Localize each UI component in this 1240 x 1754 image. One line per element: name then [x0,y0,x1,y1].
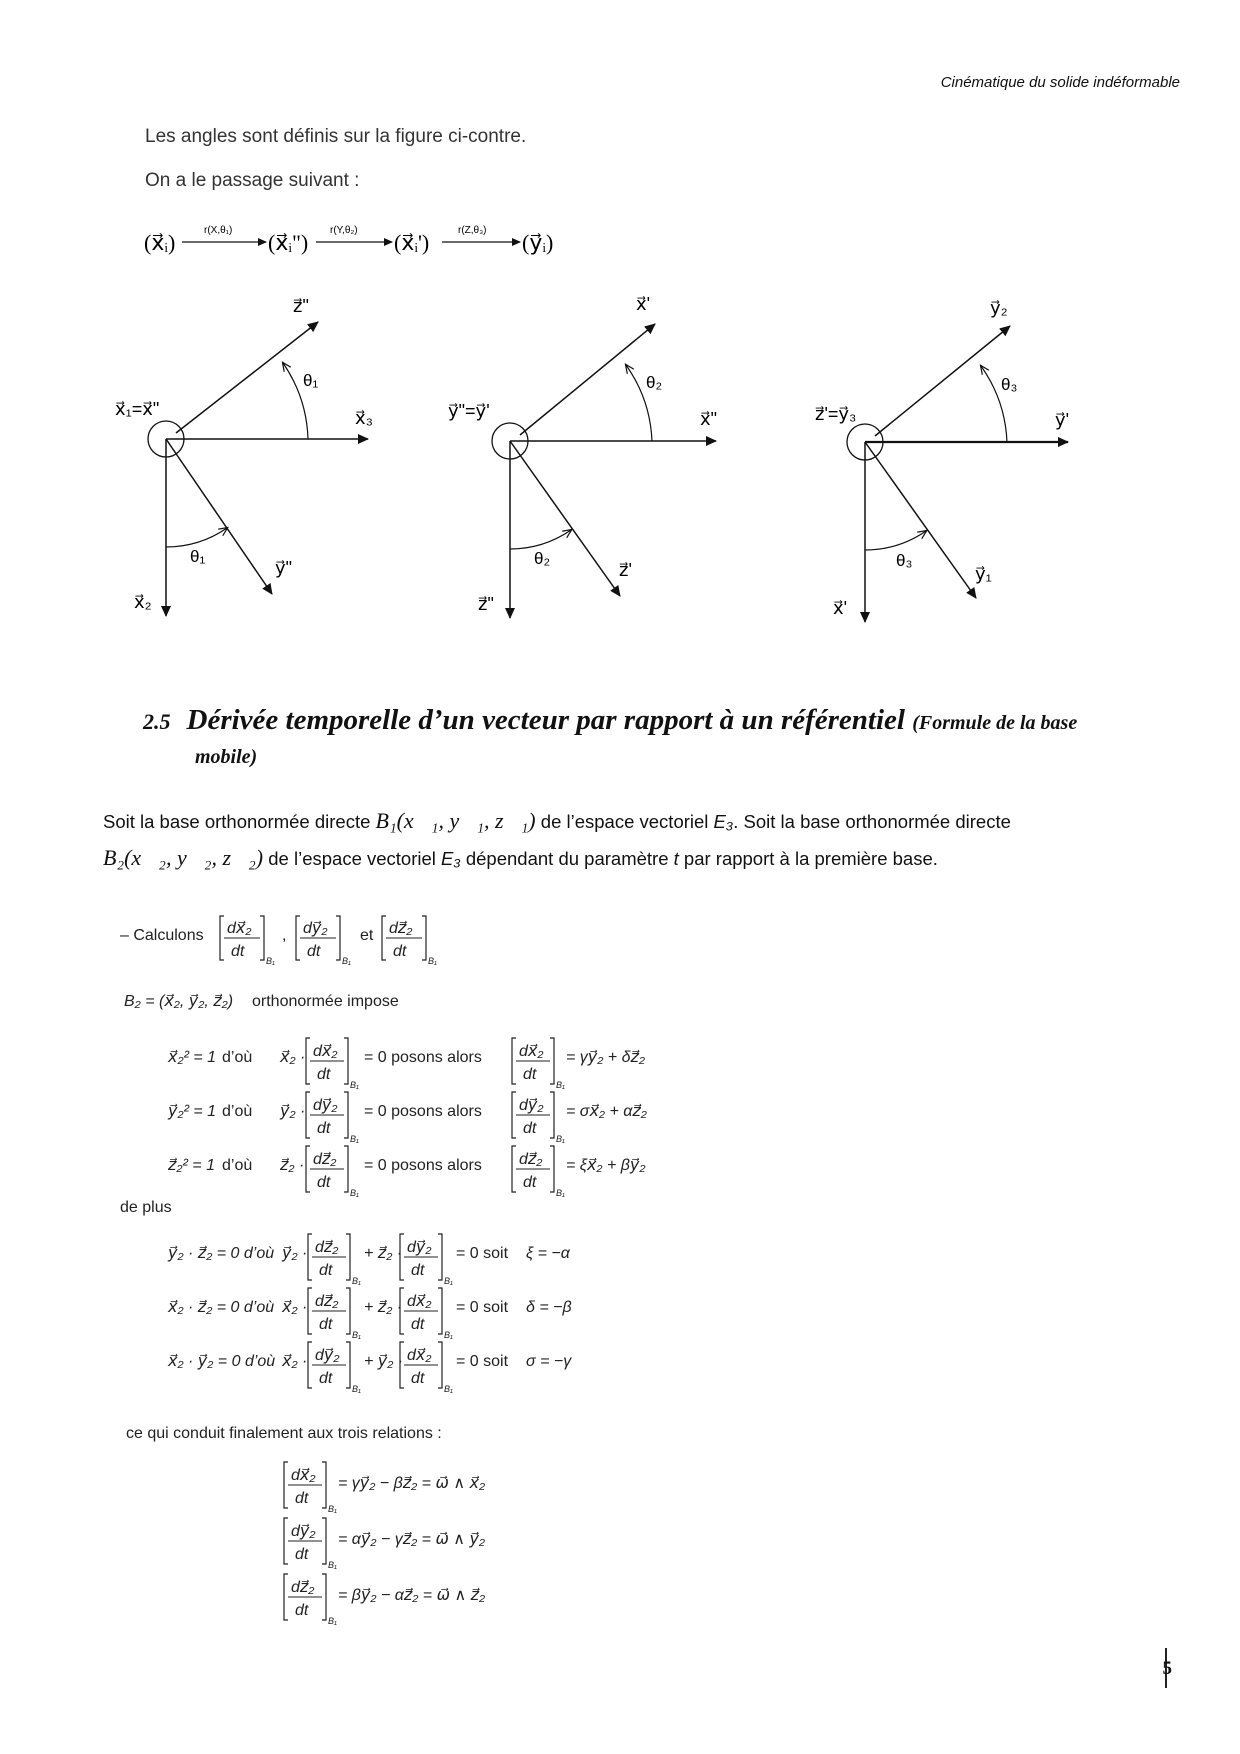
svg-text:x⃗₂² = 1: x⃗₂² = 1 [168,1049,217,1066]
bracket-dy [296,916,351,966]
svg-text:= 0 posons alors: = 0 posons alors [364,1049,482,1066]
svg-text:dt: dt [523,1174,537,1191]
page-number: 5 [1162,1658,1172,1679]
svg-text:dt: dt [411,1262,425,1279]
fig2-right-label: x⃗" [700,409,718,429]
svg-text:dx⃗₂: dx⃗₂ [407,1293,432,1310]
constraint-row [167,1146,645,1198]
svg-text:+ z⃗₂ ·: + z⃗₂ · [364,1299,403,1316]
svg-text:z⃗₂² = 1: z⃗₂² = 1 [168,1157,215,1174]
svg-text:dz⃗₂: dz⃗₂ [313,1151,337,1168]
fig3-theta-down: θ₃ [896,551,913,570]
svg-text:B₁: B₁ [444,1330,453,1340]
svg-text:dz⃗₂: dz⃗₂ [389,920,413,937]
derivative-bracket [512,1038,565,1090]
fig3-down-label: x⃗' [833,598,848,618]
fig3-diag-label: y⃗₁ [975,564,992,584]
fig3-theta-up: θ₃ [1001,375,1018,394]
fig2-theta-down: θ₂ [534,549,551,568]
svg-text:x⃗₂ ·: x⃗₂ · [280,1049,306,1066]
svg-text:dx⃗₂: dx⃗₂ [291,1467,316,1484]
svg-text:ξ = −α: ξ = −α [526,1245,570,1262]
fig3-center-label: z⃗'=y⃗₃ [815,404,857,424]
svg-text:dx⃗₂: dx⃗₂ [519,1043,544,1060]
section-subtitle-a: (Formule de la base [912,712,1078,734]
derivative-bracket [306,1092,359,1144]
svg-text:B₁: B₁ [444,1384,453,1394]
svg-text:dt: dt [393,943,407,960]
svg-text:dt: dt [295,1546,309,1563]
svg-text:B₁: B₁ [328,1504,337,1514]
svg-text:dz⃗₂: dz⃗₂ [519,1151,543,1168]
fig1-theta-up: θ₁ [303,371,319,390]
svg-text:dt: dt [295,1490,309,1507]
section-title: Dérivée temporelle d’un vecteur par rapport à un référentiel [186,704,905,736]
fig2-diag-label: z⃗' [619,560,632,580]
svg-text:x⃗₂ · z⃗₂ = 0 d’où: x⃗₂ · z⃗₂ = 0 d’où [168,1299,275,1316]
derivative-bracket [284,1518,337,1570]
svg-text:dy⃗₂: dy⃗₂ [519,1097,544,1114]
svg-text:,: , [282,927,287,944]
svg-text:dz⃗₂: dz⃗₂ [315,1293,339,1310]
derivative-bracket [308,1234,361,1286]
svg-text:+ z⃗₂ ·: + z⃗₂ · [364,1245,403,1262]
orthogonality-rows [167,1234,572,1394]
relation-row [284,1518,485,1570]
svg-text:B₁: B₁ [352,1384,361,1394]
svg-text:dt: dt [317,1174,331,1191]
derivative-bracket [284,1462,337,1514]
svg-text:et: et [360,927,374,944]
svg-text:+ y⃗₂ ·: + y⃗₂ · [364,1353,404,1370]
running-header: Cinématique du solide indéformable [940,74,1180,91]
figure-1 [115,296,373,616]
svg-text:B₁: B₁ [444,1276,453,1286]
svg-text:dt: dt [317,1120,331,1137]
svg-text:= γy⃗₂ − βz⃗₂ = ω⃗ ∧ x⃗₂: = γy⃗₂ − βz⃗₂ = ω⃗ ∧ x⃗₂ [338,1475,486,1492]
svg-text:dt: dt [317,1066,331,1083]
svg-text:dt: dt [523,1066,537,1083]
derivative-bracket [308,1288,361,1340]
constraint-rows [167,1038,647,1198]
derivative-bracket [306,1038,359,1090]
body-paragraph [103,803,1011,877]
svg-text:B₁: B₁ [350,1080,359,1090]
svg-text:dt: dt [295,1602,309,1619]
svg-text:dt: dt [523,1120,537,1137]
conclusion-text: ce qui conduit finalement aux trois relations : [126,1425,442,1442]
svg-text:y⃗₂² = 1: y⃗₂² = 1 [168,1103,217,1120]
figure-3 [815,298,1069,622]
derivative-bracket [512,1146,565,1198]
body-line-2: B₂(x⃗₂, y⃗₂, z⃗₂) de l’espace vectoriel E₃ dépendant du paramètre t par rapport à la première base. [103,845,938,870]
svg-text:B₁: B₁ [342,956,351,966]
svg-text:B₁: B₁ [352,1276,361,1286]
svg-text:B₁: B₁ [352,1330,361,1340]
fig1-diag-label: y⃗" [275,558,293,578]
svg-text:= 0 posons alors: = 0 posons alors [364,1157,482,1174]
svg-text:z⃗₂ ·: z⃗₂ · [280,1157,305,1174]
svg-text:= γy⃗₂ + δz⃗₂: = γy⃗₂ + δz⃗₂ [566,1049,645,1066]
base-xi-prime: (x⃗ᵢ') [394,230,430,255]
svg-text:dx⃗₂: dx⃗₂ [407,1347,432,1364]
base-xi-second: (x⃗ᵢ") [268,230,309,255]
intro-line-2: On a le passage suivant : [145,170,360,191]
svg-text:= αy⃗₂ − γz⃗₂ = ω⃗ ∧ y⃗₂: = αy⃗₂ − γz⃗₂ = ω⃗ ∧ y⃗₂ [338,1531,486,1548]
svg-text:= 0 soit: = 0 soit [456,1245,509,1262]
svg-text:dt: dt [411,1370,425,1387]
base-definition: B₂ = (x⃗₂, y⃗₂, z⃗₂) [124,993,234,1010]
svg-text:B₁: B₁ [350,1134,359,1144]
svg-text:x⃗₂ ·: x⃗₂ · [282,1299,308,1316]
svg-text:δ = −β: δ = −β [526,1299,572,1316]
derivative-bracket [400,1288,453,1340]
fig1-right-label: x⃗₃ [355,408,373,428]
bracket-dx [220,916,275,966]
final-relations [284,1462,485,1626]
derivation [110,900,810,1640]
orthogonality-row [167,1342,572,1394]
svg-text:dy⃗₂: dy⃗₂ [407,1239,432,1256]
svg-text:dt: dt [319,1316,333,1333]
orthonormee-impose: orthonormée impose [252,993,399,1010]
svg-text:dy⃗₂: dy⃗₂ [291,1523,316,1540]
svg-text:x⃗₂ · y⃗₂ = 0 d’où: x⃗₂ · y⃗₂ = 0 d’où [168,1353,276,1370]
svg-text:B₁: B₁ [556,1188,565,1198]
svg-text:B₁: B₁ [428,956,437,966]
rotation-3-label: r(Z,θ₃) [458,225,487,236]
constraint-row [167,1092,647,1144]
svg-text:y⃗₂ · z⃗₂ = 0 d’où: y⃗₂ · z⃗₂ = 0 d’où [168,1245,275,1262]
svg-text:dx⃗₂: dx⃗₂ [227,920,252,937]
figure-2 [448,294,717,618]
svg-text:B₁: B₁ [556,1080,565,1090]
svg-text:dx⃗₂: dx⃗₂ [313,1043,338,1060]
orthogonality-row [167,1288,572,1340]
svg-text:dt: dt [319,1262,333,1279]
section-heading [143,703,1163,774]
svg-text:= βy⃗₂ − αz⃗₂ = ω⃗ ∧ z⃗₂: = βy⃗₂ − αz⃗₂ = ω⃗ ∧ z⃗₂ [338,1587,486,1604]
section-subtitle-b: mobile) [195,746,258,768]
svg-text:dt: dt [231,943,245,960]
svg-text:d’où: d’où [222,1157,253,1174]
base-b1: B₁(x⃗₁, y⃗₁, z⃗₁) [375,808,536,833]
svg-text:B₁: B₁ [350,1188,359,1198]
section-number: 2.5 [143,709,171,734]
derivative-bracket [512,1092,565,1144]
svg-text:d’où: d’où [222,1103,253,1120]
fig1-center-label: x⃗₁=x⃗" [115,399,160,419]
de-plus: de plus [120,1199,172,1216]
svg-text:y⃗₂ ·: y⃗₂ · [282,1245,308,1262]
relation-row [284,1574,485,1626]
fig2-center-label: y⃗"=y⃗' [448,401,490,421]
fig1-down-label: x⃗₂ [134,592,152,612]
svg-text:y⃗₂ ·: y⃗₂ · [280,1103,306,1120]
svg-text:= 0 posons alors: = 0 posons alors [364,1103,482,1120]
svg-text:= σx⃗₂ + αz⃗₂: = σx⃗₂ + αz⃗₂ [566,1103,647,1120]
rotation-1-label: r(X,θ₁) [204,225,233,236]
bracket-dz [382,916,437,966]
calculons-label: – Calculons [120,927,204,944]
orthogonality-row [167,1234,571,1286]
base-b2: B₂(x⃗₂, y⃗₂, z⃗₂) [103,845,264,870]
svg-text:x⃗₂ ·: x⃗₂ · [282,1353,308,1370]
svg-text:B₁: B₁ [556,1134,565,1144]
constraint-row [167,1038,645,1090]
svg-text:dt: dt [319,1370,333,1387]
fig2-down-label: z⃗" [478,594,494,614]
rotation-passage [140,218,620,268]
derivative-bracket [400,1342,453,1394]
svg-text:σ = −γ: σ = −γ [526,1353,572,1370]
svg-text:dy⃗₂: dy⃗₂ [303,920,328,937]
svg-text:= 0 soit: = 0 soit [456,1353,509,1370]
svg-text:= 0 soit: = 0 soit [456,1299,509,1316]
svg-text:dt: dt [307,943,321,960]
svg-text:d’où: d’où [222,1049,253,1066]
body-line-1: Soit la base orthonormée directe B₁(x⃗₁, y⃗₁, z⃗₁) de l’espace vectoriel E₃. Soit la base orthonormée directe [103,808,1011,833]
fig2-theta-up: θ₂ [646,373,663,392]
fig3-up-label: y⃗₂ [990,298,1008,318]
svg-text:= ξx⃗₂ + βy⃗₂: = ξx⃗₂ + βy⃗₂ [566,1157,646,1174]
fig1-theta-down: θ₁ [190,547,206,566]
svg-text:B₁: B₁ [328,1616,337,1626]
fig3-right-label: y⃗' [1055,410,1070,430]
svg-text:dt: dt [411,1316,425,1333]
derivative-bracket [284,1574,337,1626]
derivative-bracket [400,1234,453,1286]
base-xi: (x⃗ᵢ) [144,230,176,255]
fig1-up-label: z⃗" [293,296,309,316]
svg-text:B₁: B₁ [266,956,275,966]
svg-text:dy⃗₂: dy⃗₂ [313,1097,338,1114]
derivative-bracket [308,1342,361,1394]
base-yi: (y⃗ᵢ) [522,230,554,255]
svg-text:B₁: B₁ [328,1560,337,1570]
fig2-up-label: x⃗' [636,294,651,314]
intro-line-1: Les angles sont définis sur la figure ci-contre. [145,126,527,147]
relation-row [284,1462,485,1514]
svg-text:dy⃗₂: dy⃗₂ [315,1347,340,1364]
derivative-bracket [306,1146,359,1198]
rotation-2-label: r(Y,θ₂) [330,225,358,236]
svg-text:dz⃗₂: dz⃗₂ [291,1579,315,1596]
svg-text:dz⃗₂: dz⃗₂ [315,1239,339,1256]
rotation-figures [100,290,1100,630]
